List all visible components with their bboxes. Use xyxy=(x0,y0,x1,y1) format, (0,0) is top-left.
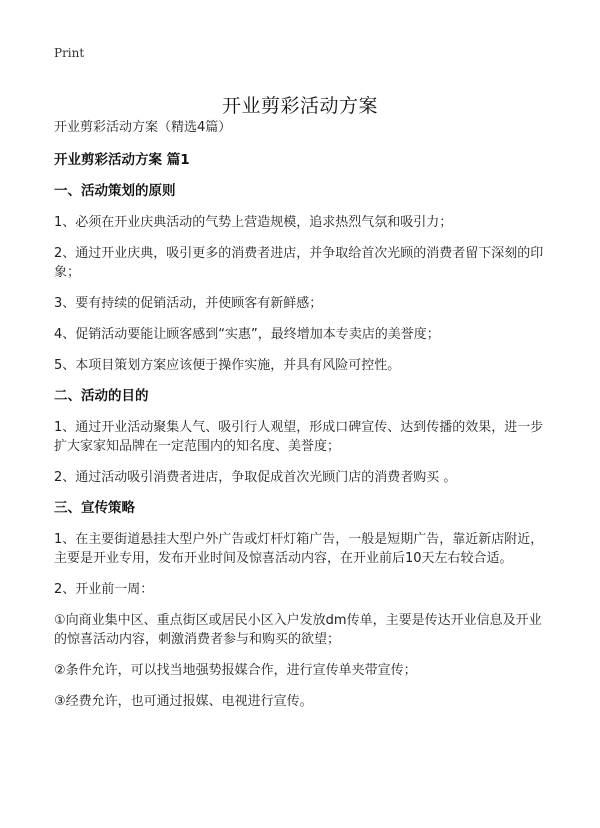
principle-item: 2、通过开业庆典，吸引更多的消费者进店，并争取给首次光顾的消费者留下深刻的印象； xyxy=(54,246,544,280)
promotion-item: 2、开业前一周： xyxy=(54,582,154,597)
purpose-item: 2、通过活动吸引消费者进店，争取促成首次光顾门店的消费者购买 。 xyxy=(54,470,457,485)
document-title: 开业剪彩活动方案 xyxy=(221,94,378,117)
promotion-item: 1、在主要街道悬挂大型户外广告或灯杆灯箱广告，一般是短期广告，靠近新店附近，主要是开业专用，发布开业时间及惊喜活动内容，在开业前后10天左右较合适。 xyxy=(54,532,544,566)
promotion-item: ③经费允许，也可通过报媒、电视进行宣传。 xyxy=(54,694,313,709)
print-label: Print xyxy=(54,46,85,60)
principle-item: 1、必须在开业庆典活动的气势上营造规模，追求热烈气氛和吸引力； xyxy=(54,215,453,230)
section-heading-promotion: 三、宣传策略 xyxy=(54,500,135,516)
document-body xyxy=(54,118,544,723)
principle-item: 5、本项目策划方案应该便于操作实施，并具有风险可控性。 xyxy=(54,358,401,373)
principle-item: 3、要有持续的促销活动，并使顾客有新鲜感； xyxy=(54,296,323,311)
document-subtitle: 开业剪彩活动方案（精选4篇） xyxy=(54,120,232,135)
purpose-item: 1、通过开业活动聚集人气、吸引行人观望，形成口碑宣传、达到传播的效果，进一步扩大家家知品牌在一定范围内的知名度、美誉度； xyxy=(54,420,544,454)
article-heading: 开业剪彩活动方案 篇1 xyxy=(54,152,190,168)
promotion-item: ①向商业集中区、重点街区或居民小区入户发放dm传单，主要是传达开业信息及开业的惊喜活动内容，刺激消费者参与和购买的欲望； xyxy=(54,613,542,647)
section-heading-principles: 一、活动策划的原则 xyxy=(54,183,176,199)
promotion-item: ②条件允许，可以找当地强势报媒合作，进行宣传单夹带宣传； xyxy=(54,663,417,678)
principle-item: 4、促销活动要能让顾客感到“实惠”，最终增加本专卖店的美誉度； xyxy=(54,327,440,342)
section-heading-purpose: 二、活动的目的 xyxy=(54,388,149,404)
